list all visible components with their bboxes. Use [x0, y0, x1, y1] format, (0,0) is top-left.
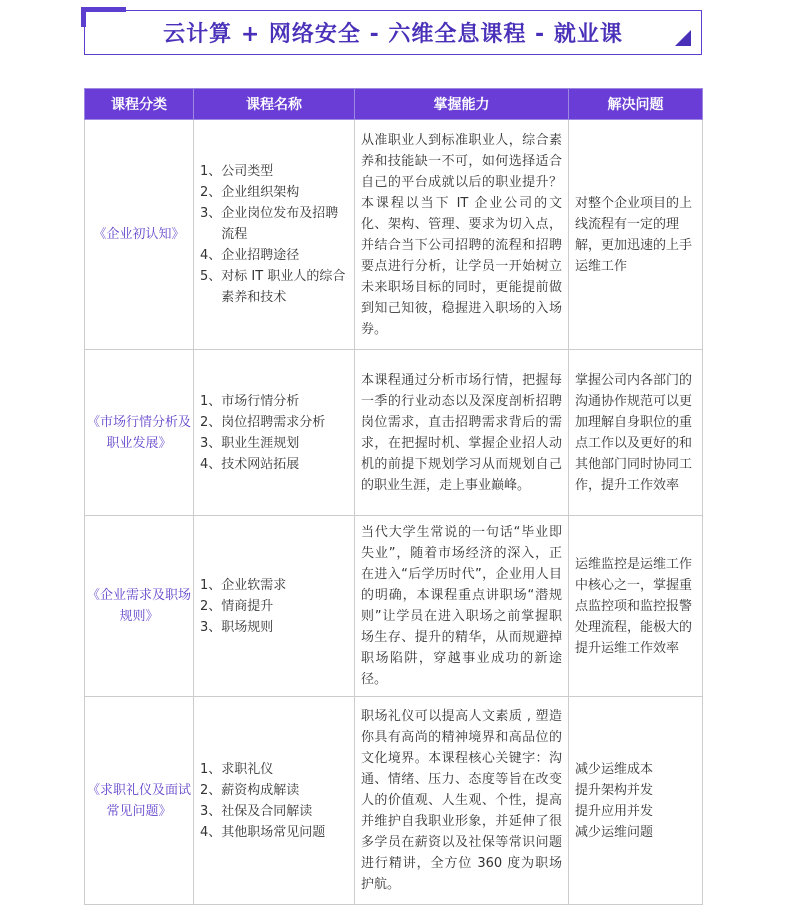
table-header-row	[85, 89, 703, 120]
row-course-names	[194, 516, 355, 697]
row-ability: 本课程通过分析市场行情，把握每一季的行业动态以及深度剖析招聘岗位需求，直击招聘需求背后的需求，在把握时机、掌握企业招人动机的前提下规划学习从而规划自己的职业生涯，走上事业巅峰。	[355, 350, 569, 516]
triangle-corner-icon	[675, 30, 691, 46]
row-solve: 掌握公司内各部门的沟通协作规范可以更加理解自身职位的重点工作以及更好的和其他部门同时协同工作，提升工作效率	[569, 350, 703, 516]
list-item: 3、 职业生涯规划	[200, 435, 300, 451]
list-item: 1、 公司类型	[200, 164, 274, 179]
row-course-names	[194, 697, 355, 905]
title-banner	[84, 10, 702, 55]
list-item: 4、 其他职场常见问题	[200, 824, 326, 840]
list-item: 2、 情商提升	[200, 598, 274, 614]
row-category: 《企业需求及职场规则》	[85, 516, 194, 697]
table-row	[85, 350, 703, 516]
row-ability: 当代大学生常说的一句话“毕业即失业”，随着市场经济的深入，正在进入“后学历时代”，企业用人目的明确，本课程重点讲职场“潜规则”让学员在进入职场之前掌握职场生存、提升的精华，从而规避掉职场陷阱，穿越事业成功的新途径。	[355, 516, 569, 697]
list-item: 2、 企业组织架构	[200, 185, 300, 200]
list-item: 2、 岗位招聘需求分析	[200, 414, 326, 430]
course-table	[84, 88, 703, 905]
header-solve: 解决问题	[569, 89, 703, 120]
table-row	[85, 120, 703, 350]
list-item: 4、 企业招聘途径	[200, 248, 300, 263]
page-title: 云计算 + 网络安全 - 六维全息课程 - 就业课	[163, 22, 623, 47]
row-category: 《企业初认知》	[85, 120, 194, 350]
row-category: 《求职礼仪及面试常见问题》	[85, 697, 194, 905]
table-row	[85, 697, 703, 905]
list-item: 5、 对标 IT 职业人的综合素养和技术	[200, 269, 346, 305]
row-solve: 运维监控是运维工作中核心之一，掌握重点监控项和监控报警处理流程，能极大的提升运维工作效率	[569, 516, 703, 697]
header-ability: 掌握能力	[355, 89, 569, 120]
header-course-name: 课程名称	[194, 89, 355, 120]
row-course-names	[194, 120, 355, 350]
list-item: 3、 社保及合同解读	[200, 803, 313, 819]
row-course-names	[194, 350, 355, 516]
list-item: 4、 技术网站拓展	[200, 456, 300, 472]
list-item: 1、 求职礼仪	[200, 761, 274, 777]
list-item: 3、 职场规则	[200, 619, 274, 635]
row-solve: 对整个企业项目的上线流程有一定的理解，更加迅速的上手运维工作	[569, 120, 703, 350]
list-item: 2、 薪资构成解读	[200, 782, 300, 798]
row-ability: 从准职业人到标准职业人，综合素养和技能缺一不可，如何选择适合自己的平台成就以后的职业提升？本课程以当下 IT 企业公司的文化、架构、管理、要求为切入点，并结合当下公司招聘的流程和招聘要点进行分析，让学员一开始树立未来职场目标的同时，更能提前做到知己知彼，稳握进入职场的入场券。	[355, 120, 569, 350]
list-item: 3、 企业岗位发布及招聘流程	[200, 206, 339, 242]
table-row	[85, 516, 703, 697]
corner-accent-left	[81, 7, 86, 27]
list-item: 1、 市场行情分析	[200, 393, 300, 409]
list-item: 1、 企业软需求	[200, 577, 287, 593]
row-ability: 职场礼仪可以提高人文素质 , 塑造你具有高尚的精神境界和高品位的文化境界。本课程核心关键字：沟通、情绪、压力、态度等旨在改变人的价值观、人生观、个性，提高并维护自我职业形象，并延伸了很多学员在薪资以及社保等常识问题进行精讲，全方位 360 度为职场护航。	[355, 697, 569, 905]
row-category: 《市场行情分析及职业发展》	[85, 350, 194, 516]
header-category: 课程分类	[85, 89, 194, 120]
row-solve: 减少运维成本 提升架构并发 提升应用并发 减少运维问题	[569, 697, 703, 905]
corner-accent-top	[84, 7, 126, 12]
